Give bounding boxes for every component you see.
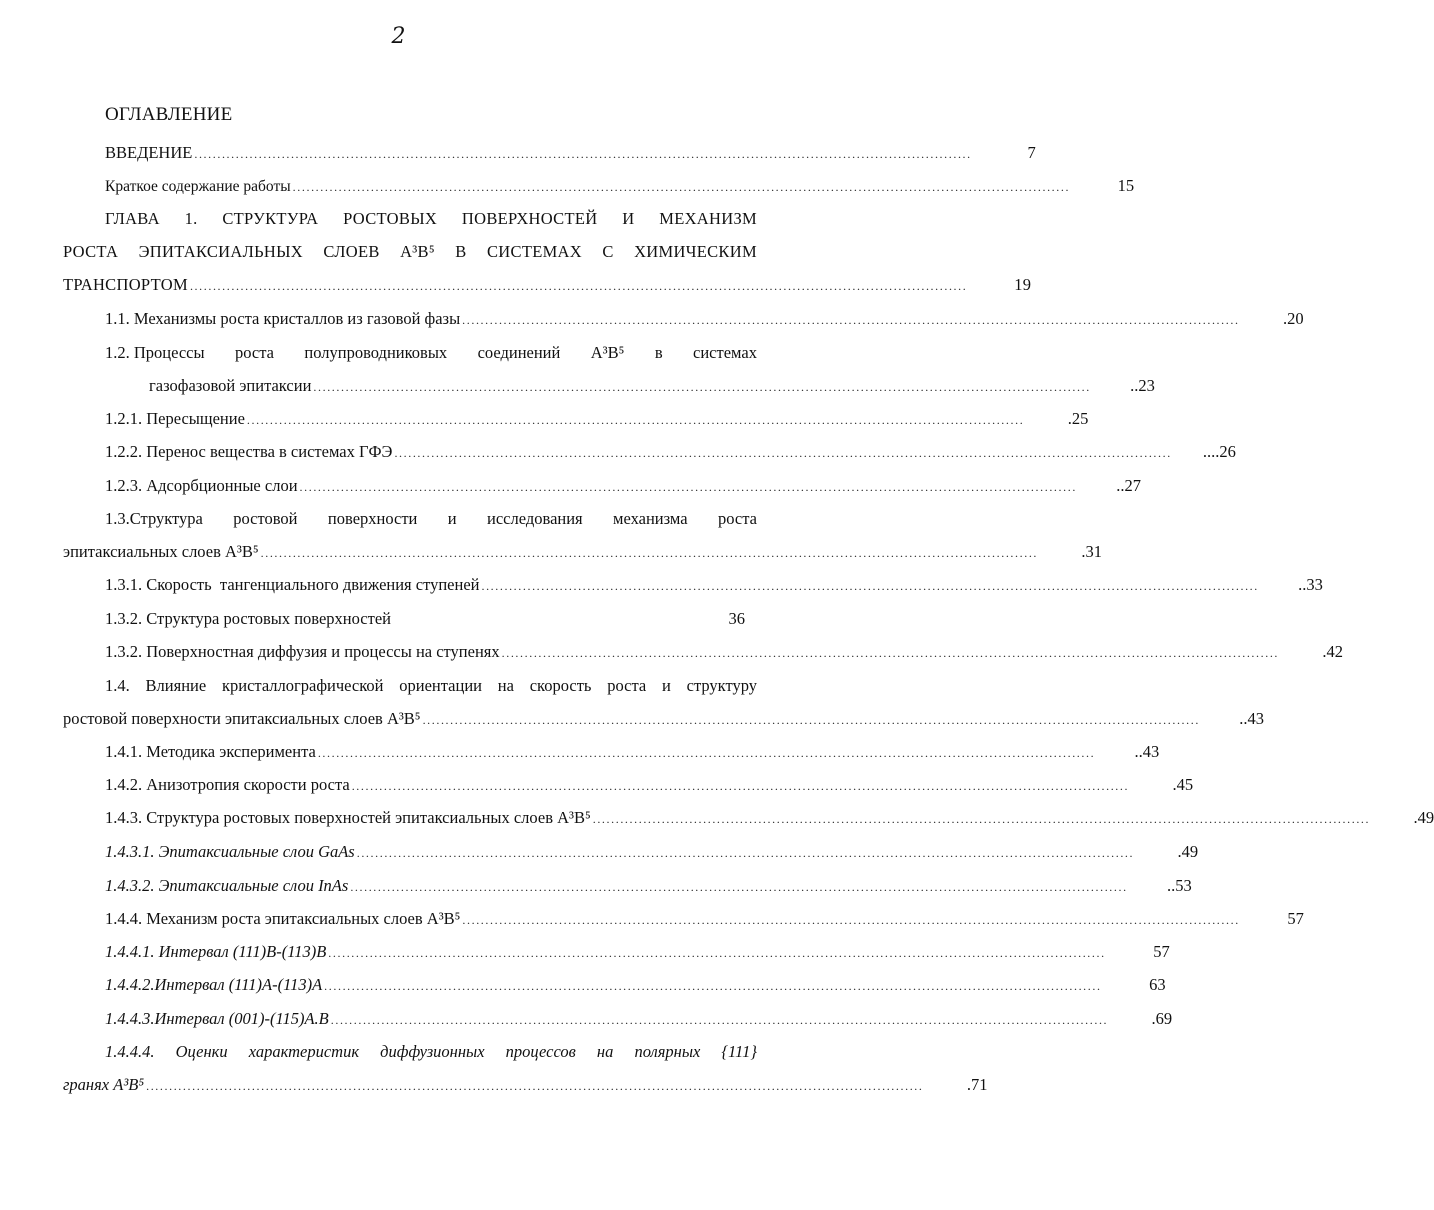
- toc-leader-dots: .........................................................................................................................................................................: [481, 579, 1259, 593]
- toc-entry-1-3-1[interactable]: [105, 575, 1323, 596]
- word: в: [654, 343, 663, 362]
- toc-page-number: 15: [1117, 176, 1135, 195]
- toc-entry-1-4-3-1[interactable]: [105, 842, 1199, 863]
- toc-entry-title: 1.3.2. Поверхностная диффузия и процессы на ступенях: [105, 642, 500, 661]
- toc-entry-title: 1.4.3.1. Эпитаксиальные слои GaAs: [105, 842, 355, 861]
- toc-page-number: .69: [1151, 1009, 1173, 1028]
- word: поверхности: [327, 509, 418, 528]
- toc-entry-1-4-3[interactable]: [105, 808, 1434, 829]
- toc-entry-title: 1.4.1. Методика эксперимента: [105, 742, 316, 761]
- toc-page-number: ..33: [1298, 575, 1323, 594]
- word: диффузионных: [380, 1042, 485, 1061]
- toc-leader-dots: .........................................................................................................................................................................: [351, 779, 1130, 793]
- word: 1.2. Процессы: [105, 343, 205, 362]
- toc-entry-1-3-2-diffusion[interactable]: [105, 642, 1344, 663]
- toc-entry-1-3-line2[interactable]: [63, 542, 1103, 563]
- word: РОСТОВЫХ: [343, 209, 438, 228]
- toc-entry-title: 1.4.3.2. Эпитаксиальные слои InAs: [105, 876, 349, 895]
- toc-entry-title: 1.3.1. Скорость тангенциального движения ступеней: [105, 575, 480, 594]
- toc-page-number: .25: [1067, 409, 1089, 428]
- word: ХИМИЧЕСКИМ: [634, 242, 757, 261]
- toc-entry-title: 1.4.4. Механизм роста эпитаксиальных слоев A³B⁵: [105, 909, 461, 928]
- word: СИСТЕМАХ: [487, 242, 582, 261]
- toc-page-number: ..43: [1134, 742, 1160, 761]
- toc-leader-dots: .........................................................................................................................................................................: [146, 1079, 924, 1093]
- toc-entry-1-4-4-2[interactable]: [105, 975, 1166, 996]
- toc-page-number: 19: [1014, 275, 1032, 294]
- toc-page-number: ..53: [1166, 876, 1192, 895]
- word: СЛОЕВ: [323, 242, 380, 261]
- toc-page-number: .31: [1081, 542, 1103, 561]
- word: процессов: [505, 1042, 576, 1061]
- toc-leader-dots: .........................................................................................................................................................................: [462, 913, 1240, 927]
- toc-entry-title: гранях A³B⁵: [63, 1075, 145, 1094]
- toc-entry-1-2-1[interactable]: [105, 409, 1089, 430]
- word: МЕХАНИЗМ: [659, 209, 757, 228]
- toc-entry-title: ростовой поверхности эпитаксиальных слоев A³B⁵: [63, 709, 421, 728]
- word: СТРУКТУРА: [222, 209, 319, 228]
- toc-entry-1-3-2-structure[interactable]: [105, 609, 745, 629]
- toc-page-number: 63: [1149, 975, 1166, 994]
- formula: A³B⁵: [400, 242, 435, 261]
- toc-entry-1-4-2[interactable]: [105, 775, 1194, 796]
- toc-page-number: 7: [1027, 143, 1036, 162]
- toc-leader-dots: .........................................................................................................................................................................: [330, 1013, 1109, 1027]
- toc-leader-dots: .........................................................................................................................................................................: [292, 180, 1071, 194]
- toc-leader-dots: .........................................................................................................................................................................: [299, 480, 1077, 494]
- word: ростовой: [233, 509, 298, 528]
- toc-entry-1-4-line2[interactable]: [63, 709, 1264, 730]
- toc-page-number: ....26: [1202, 442, 1236, 461]
- toc-leader-dots: .........................................................................................................................................................................: [317, 746, 1096, 760]
- toc-leader-dots: .........................................................................................................................................................................: [501, 646, 1280, 660]
- toc-page-number: .42: [1322, 642, 1344, 661]
- word: полярных: [634, 1042, 701, 1061]
- word: {111}: [721, 1042, 757, 1061]
- toc-page-number: .45: [1172, 775, 1194, 794]
- toc-page-number: .49: [1413, 808, 1434, 827]
- toc-entry-1-1[interactable]: [105, 309, 1304, 330]
- toc-entry-1-2-3[interactable]: [105, 476, 1141, 497]
- toc-leader-dots: .........................................................................................................................................................................: [246, 413, 1025, 427]
- word: характеристик: [248, 1042, 360, 1061]
- toc-entry-1-4-3-2[interactable]: [105, 876, 1192, 897]
- word: 1.4.4.4.: [105, 1042, 155, 1061]
- toc-leader-dots: .........................................................................................................................................................................: [328, 946, 1106, 960]
- toc-leader-dots: .........................................................................................................................................................................: [189, 279, 968, 293]
- word: на: [596, 1042, 614, 1061]
- toc-leader-dots: .........................................................................................................................................................................: [324, 979, 1102, 993]
- toc-entry-title: ТРАНСПОРТОМ: [63, 275, 188, 294]
- word: роста: [717, 509, 757, 528]
- toc-page-number: ..23: [1130, 376, 1155, 395]
- toc-page-number: .20: [1282, 309, 1304, 328]
- formula: A³B⁵: [590, 343, 625, 362]
- word: В: [455, 242, 467, 261]
- toc-entry-title: газофазовой эпитаксии: [149, 376, 312, 395]
- toc-entry-title: 1.4.2. Анизотропия скорости роста: [105, 775, 350, 794]
- toc-entry-summary[interactable]: [105, 176, 1135, 197]
- word: И: [622, 209, 635, 228]
- toc-entry-1-4-line1[interactable]: [105, 676, 757, 696]
- toc-leader-dots: .........................................................................................................................................................................: [356, 846, 1135, 860]
- word: механизма: [613, 509, 688, 528]
- toc-entry-title: ВВЕДЕНИЕ: [105, 143, 193, 162]
- word: полупроводниковых: [304, 343, 448, 362]
- toc-entry-title: 1.3.2. Структура ростовых поверхностей: [105, 609, 391, 628]
- toc-entry-title: 1.4.4.1. Интервал (111)B-(113)B: [105, 942, 327, 961]
- word: соединений: [477, 343, 561, 362]
- toc-entry-chapter1-line2[interactable]: [63, 242, 757, 262]
- toc-entry-title: 1.4.4.3.Интервал (001)-(115)A.B: [105, 1009, 329, 1028]
- toc-entry-1-2-line2[interactable]: [149, 376, 1155, 397]
- toc-heading: ОГЛАВЛЕНИЕ: [105, 104, 233, 125]
- toc-leader-dots: .........................................................................................................................................................................: [462, 313, 1240, 327]
- word: ПОВЕРХНОСТЕЙ: [461, 209, 598, 228]
- word: исследования: [487, 509, 583, 528]
- toc-leader-dots: .........................................................................................................................................................................: [260, 546, 1039, 560]
- toc-entry-1-4-4[interactable]: [105, 909, 1304, 930]
- toc-entry-1-3-line1[interactable]: [105, 509, 757, 529]
- word: 1.: [184, 209, 198, 228]
- page-number: 2: [391, 24, 406, 49]
- toc-entry-1-4-1[interactable]: [105, 742, 1160, 763]
- word: и: [447, 509, 457, 528]
- toc-entry-title: Краткое содержание работы: [105, 178, 291, 195]
- word: Оценки: [175, 1042, 228, 1061]
- toc-entry-title: 1.2.3. Адсорбционные слои: [105, 476, 298, 495]
- toc-leader-dots: .........................................................................................................................................................................: [350, 880, 1128, 894]
- word: системах: [693, 343, 757, 362]
- toc-page-number: 36: [728, 609, 745, 628]
- word: РОСТА: [63, 242, 119, 261]
- toc-leader-dots: .........................................................................................................................................................................: [592, 812, 1371, 826]
- toc-leader-dots: .........................................................................................................................................................................: [394, 446, 1172, 460]
- toc-page-number: .71: [966, 1075, 988, 1094]
- toc-entry-title: 1.2.2. Перенос вещества в системах ГФЭ: [105, 442, 393, 461]
- toc-entry-title: 1.4.3. Структура ростовых поверхностей эпитаксиальных слоев A³B⁵: [105, 808, 591, 827]
- toc-entry-title: 1.4. Влияние кристаллографической ориентации на скорость роста и структуру: [105, 676, 757, 695]
- toc-page-number: 57: [1287, 909, 1304, 928]
- toc-entry-title: эпитаксиальных слоев A³B⁵: [63, 542, 259, 561]
- word: роста: [235, 343, 274, 362]
- toc-entry-1-2-line1[interactable]: [105, 343, 757, 363]
- toc-entry-chapter1-line1[interactable]: [105, 209, 757, 229]
- toc-entry-1-4-4-4-line1[interactable]: [105, 1042, 757, 1062]
- toc-leader-dots: .........................................................................................................................................................................: [313, 380, 1091, 394]
- toc-entry-chapter1-line3[interactable]: [63, 275, 1032, 296]
- toc-entry-1-4-4-1[interactable]: [105, 942, 1170, 963]
- word: 1.3.Структура: [105, 509, 203, 528]
- toc-entry-title: 1.2.1. Пересыщение: [105, 409, 245, 428]
- toc-entry-1-4-4-3[interactable]: [105, 1009, 1173, 1030]
- word: ГЛАВА: [105, 209, 160, 228]
- toc-leader-dots: .........................................................................................................................................................................: [194, 147, 972, 161]
- word: С: [602, 242, 614, 261]
- toc-page-number: .49: [1177, 842, 1199, 861]
- toc-entry-1-4-4-4-line2[interactable]: [63, 1075, 988, 1096]
- word: ЭПИТАКСИАЛЬНЫХ: [138, 242, 303, 261]
- toc-entry-title: 1.1. Механизмы роста кристаллов из газовой фазы: [105, 309, 461, 328]
- toc-page-number: ..43: [1239, 709, 1264, 728]
- toc-entry-introduction[interactable]: [105, 143, 1036, 164]
- toc-leader-dots: .........................................................................................................................................................................: [422, 713, 1200, 727]
- toc-page-number: ..27: [1116, 476, 1141, 495]
- toc-page-number: 57: [1153, 942, 1170, 961]
- toc-entry-title: 1.4.4.2.Интервал (111)A-(113)A: [105, 975, 323, 994]
- toc-entry-1-2-2[interactable]: [105, 442, 1236, 463]
